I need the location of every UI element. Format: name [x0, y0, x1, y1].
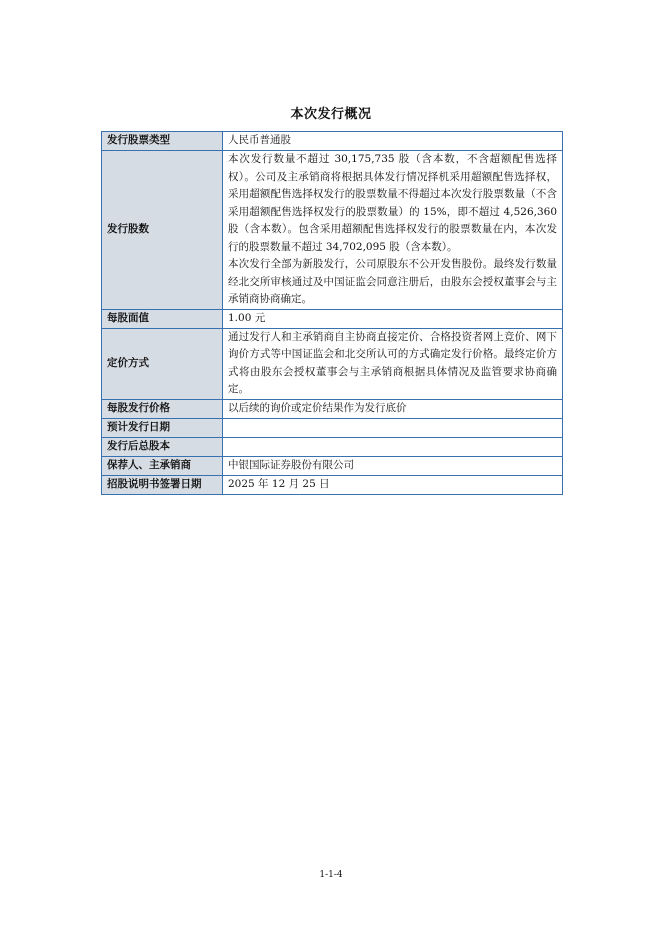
row-label-signing-date: 招股说明书签署日期 [102, 475, 223, 494]
value-paragraph: 通过发行人和主承销商自主协商直接定价、合格投资者网上竞价、网下询价方式等中国证监会和北交所认可的方式确定发行价格。最终定价方式将由股东会授权董事会与主承销商根据具体情况及监管要求协商确定。 [228, 330, 557, 395]
row-label-share-count: 发行股数 [102, 151, 223, 310]
value-paragraph: 2025 年 12 月 25 日 [228, 477, 330, 490]
offering-summary-table [101, 131, 563, 495]
table-row-par-value [102, 309, 563, 328]
row-value-total-shares [223, 437, 563, 456]
value-paragraph: 1.00 元 [228, 311, 266, 324]
value-paragraph: 本次发行数量不超过 30,175,735 股（含本数，不含超额配售选择权）。公司及主承销商将根据具体发行情况择机采用超额配售选择权，采用超额配售选择权发行的股票数量不得超过本次发行股票数量（不含采用超额配售选择权发行的股票数量）的 15%，即不超过 4,526,360 股（含本数）。包含采用超额配售选择权发行的股票数量在内，本次发行的股票数量不超过 34,702,095 股（含本数）。 [228, 153, 557, 253]
row-label-issue-date: 预计发行日期 [102, 418, 223, 437]
page-title: 本次发行概况 [290, 107, 372, 122]
value-paragraph: 人民币普通股 [228, 134, 291, 147]
row-value-issue-price [223, 399, 563, 418]
table-row-issue-price [102, 399, 563, 418]
table-row-pricing-method [102, 328, 563, 399]
row-value-sponsor [223, 456, 563, 475]
table-row-issue-date [102, 418, 563, 437]
row-label-total-shares: 发行后总股本 [102, 437, 223, 456]
row-value-issue-date [223, 418, 563, 437]
table-row-sponsor [102, 456, 563, 475]
page-number: 1-1-4 [319, 870, 343, 880]
row-label-issue-price: 每股发行价格 [102, 399, 223, 418]
row-value-par-value [223, 309, 563, 328]
row-value-share-type [223, 132, 563, 151]
table-row-share-count [102, 151, 563, 310]
value-paragraph: 以后续的询价或定价结果作为发行底价 [228, 401, 407, 414]
row-label-par-value: 每股面值 [102, 309, 223, 328]
value-paragraph: 本次发行全部为新股发行，公司原股东不公开发售股份。最终发行数量经北交所审核通过及中国证监会同意注册后，由股东会授权董事会与主承销商协商确定。 [228, 258, 557, 305]
row-value-share-count [223, 151, 563, 310]
row-value-signing-date [223, 475, 563, 494]
row-label-share-type: 发行股票类型 [102, 132, 223, 151]
table-row-total-shares [102, 437, 563, 456]
table-row-signing-date [102, 475, 563, 494]
row-value-pricing-method [223, 328, 563, 399]
row-label-sponsor: 保荐人、主承销商 [102, 456, 223, 475]
value-paragraph: 中银国际证券股份有限公司 [228, 458, 354, 471]
row-label-pricing-method: 定价方式 [102, 328, 223, 399]
table-row-share-type [102, 132, 563, 151]
